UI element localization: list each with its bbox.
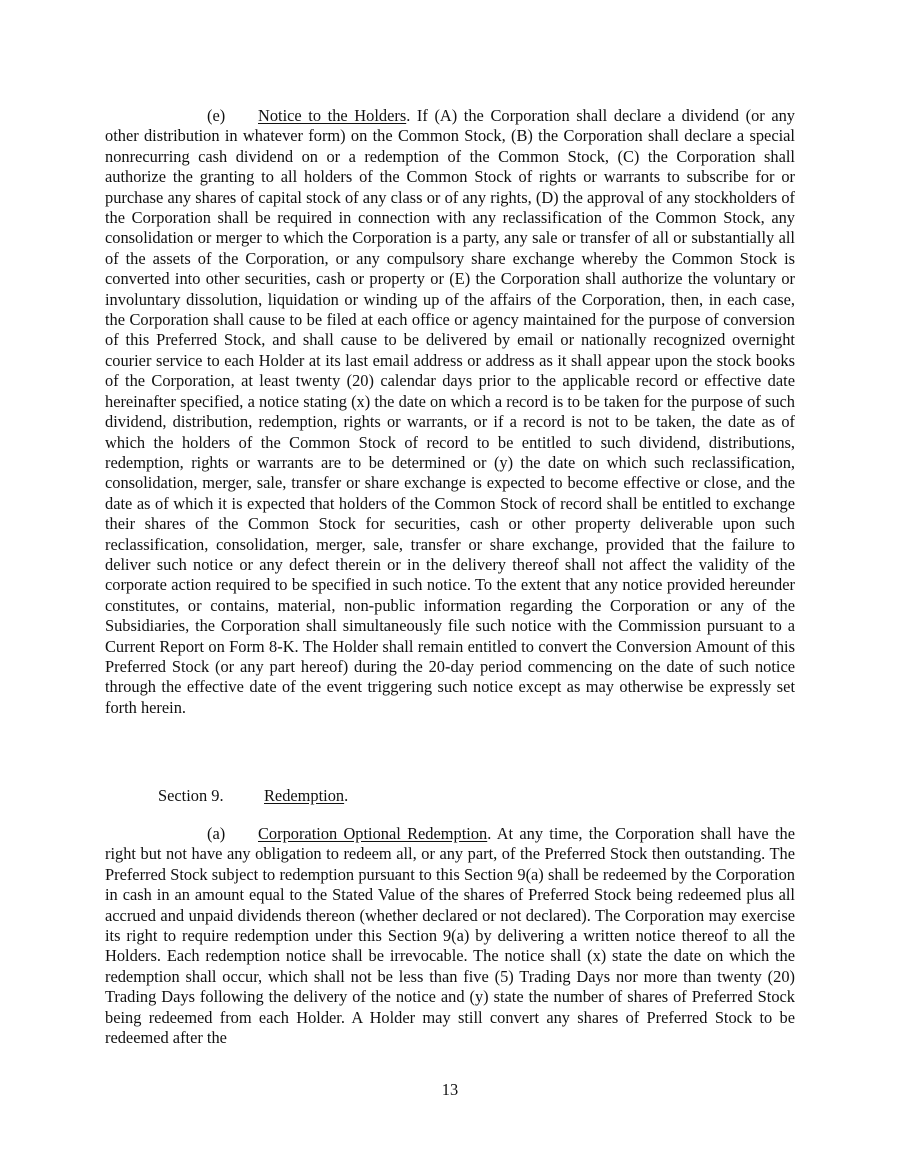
subsection-a-paragraph [105,824,795,1048]
subsection-e-label: (e) [207,106,226,125]
section-9-title: Redemption [264,786,345,805]
subsection-e-paragraph [105,106,795,718]
subsection-e-body: . If (A) the Corporation shall declare a dividend (or any other distribution in whatever form) on the Common Stock, (B) the Corporation shall declare a special nonrecurring cash dividend on or a redemption of the Common Stock, (C) the Corporation shall authorize the granting to all holders of the Common Stock of rights or warrants to subscribe for or purchase any shares of capital stock of any class or of any rights, (D) the approval of any stockholders of the Corporation shall be required in connection with any reclassification of the Common Stock, any consolidation or merger to which the Corporation is a party, any sale or transfer of all or substantially all of the assets of the Corporation, or any compulsory share exchange whereby the Common Stock is converted into other securities, cash or property or (E) the Corporation shall authorize the voluntary or involuntary dissolution, liquidation or winding up of the affairs of the Corporation, then, in each case, the Corporation shall cause to be filed at each office or agency maintained for the purpose of conversion of this Preferred Stock, and shall cause to be delivered by email or nationally recognized overnight courier service to each Holder at its last email address or address as it shall appear upon the stock books of the Corporation, at least twenty (20) calendar days prior to the applicable record or effective date hereinafter specified, a notice stating (x) the date on which a record is to be taken for the purpose of such dividend, distribution, redemption, rights or warrants, or if a record is not to be taken, the date as of which the holders of the Common Stock of record to be entitled to such dividend, distributions, redemption, rights or warrants are to be determined or (y) the date on which such reclassification, consolidation, merger, sale, transfer or share exchange is expected to become effective or close, and the date as of which it is expected that holders of the Common Stock of record shall be entitled to exchange their shares of the Common Stock for securities, cash or other property deliverable upon such reclassification, consolidation, merger, sale, transfer or share exchange, provided that the failure to deliver such notice or any defect therein or in the delivery thereof shall not affect the validity of the corporate action required to be specified in such notice. To the extent that any notice provided hereunder constitutes, or contains, material, non-public information regarding the Corporation or any of the Subsidiaries, the Corporation shall simultaneously file such notice with the Commission pursuant to a Current Report on Form 8-K. The Holder shall remain entitled to convert the Conversion Amount of this Preferred Stock (or any part hereof) during the 20-day period commencing on the date of such notice through the effective date of the event triggering such notice except as may otherwise be expressly set forth herein. [105,106,795,717]
section-9-heading [158,786,348,806]
section-9-number: Section 9. [158,786,224,805]
subsection-e-title: Notice to the Holders [258,106,407,125]
subsection-a-title: Corporation Optional Redemption [258,824,488,843]
page-number: 13 [441,1080,459,1099]
section-9-title-suffix: . [344,786,349,805]
subsection-a-label: (a) [207,824,226,843]
subsection-a-body: . At any time, the Corporation shall have the right but not have any obligation to redeem all, or any part, of the Preferred Stock then outstanding. The Preferred Stock subject to redemption pursuant to this Section 9(a) shall be redeemed by the Corporation in cash in an amount equal to the Stated Value of the shares of Preferred Stock being redeemed plus all accrued and unpaid dividends thereon (whether declared or not declared). The Corporation may exercise its right to require redemption under this Section 9(a) by delivering a written notice thereof to all the Holders. Each redemption notice shall be irrevocable. The notice shall (x) state the date on which the redemption shall occur, which shall not be less than five (5) Trading Days nor more than twenty (20) Trading Days following the delivery of the notice and (y) state the number of shares of Preferred Stock being redeemed from each Holder. A Holder may still convert any shares of Preferred Stock to be redeemed after the [105,824,795,1048]
